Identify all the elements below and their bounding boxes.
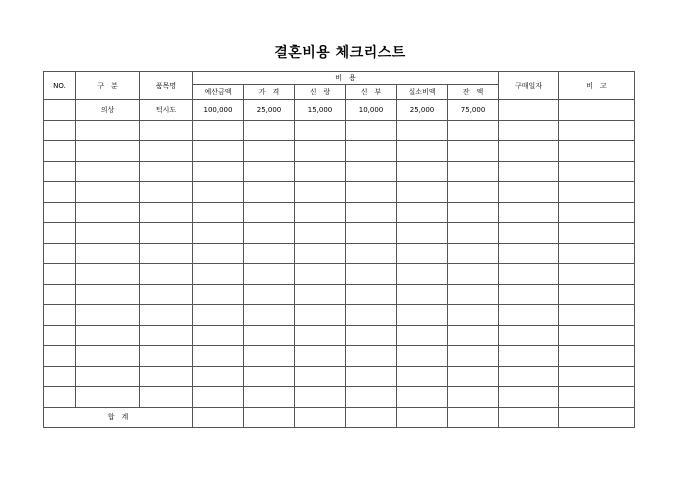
cell-actual[interactable] <box>397 305 448 326</box>
table-row <box>44 284 635 305</box>
total-row <box>44 407 635 428</box>
cell-actual[interactable] <box>397 202 448 223</box>
table-row <box>44 100 635 121</box>
cell-groom[interactable] <box>295 325 346 346</box>
header-category: 구 분 <box>76 72 140 100</box>
cell-bride[interactable] <box>346 141 397 162</box>
cell-note[interactable] <box>559 223 635 244</box>
cell-category[interactable] <box>76 305 140 326</box>
cell-item[interactable] <box>140 202 193 223</box>
cell-budget[interactable] <box>193 305 244 326</box>
cell-purchase-date[interactable] <box>499 120 559 141</box>
cell-category[interactable] <box>76 141 140 162</box>
cell-balance[interactable] <box>448 202 499 223</box>
cell-category[interactable] <box>76 366 140 387</box>
header-balance: 잔 액 <box>448 85 499 100</box>
cell-category[interactable] <box>76 161 140 182</box>
header-price: 가 격 <box>244 85 295 100</box>
cell-no[interactable] <box>44 182 76 203</box>
cell-no[interactable] <box>44 161 76 182</box>
table-row <box>44 141 635 162</box>
cell-price[interactable] <box>244 161 295 182</box>
cell-note[interactable] <box>559 202 635 223</box>
cell-category[interactable] <box>76 243 140 264</box>
cell-budget[interactable] <box>193 182 244 203</box>
cell-actual[interactable] <box>397 223 448 244</box>
cell-bride[interactable] <box>346 366 397 387</box>
cell-balance[interactable] <box>448 243 499 264</box>
cell-price[interactable] <box>244 182 295 203</box>
total-bride[interactable] <box>346 407 397 428</box>
cell-purchase-date[interactable] <box>499 223 559 244</box>
cell-note[interactable] <box>559 325 635 346</box>
cell-note[interactable] <box>559 141 635 162</box>
cell-bride[interactable] <box>346 161 397 182</box>
cell-price[interactable] <box>244 202 295 223</box>
cell-price[interactable] <box>244 325 295 346</box>
cell-no[interactable] <box>44 223 76 244</box>
cell-balance[interactable] <box>448 387 499 408</box>
total-budget[interactable] <box>193 407 244 428</box>
cell-category[interactable] <box>76 346 140 367</box>
table-row <box>44 305 635 326</box>
header-no: NO. <box>44 72 76 100</box>
cell-actual[interactable] <box>397 366 448 387</box>
cell-actual[interactable] <box>397 161 448 182</box>
cell-groom[interactable] <box>295 305 346 326</box>
cell-no[interactable] <box>44 325 76 346</box>
cell-balance[interactable] <box>448 161 499 182</box>
cell-category[interactable] <box>76 202 140 223</box>
cell-note[interactable] <box>559 120 635 141</box>
cell-category[interactable] <box>76 264 140 285</box>
cell-budget[interactable] <box>193 120 244 141</box>
table-row <box>44 366 635 387</box>
cell-groom[interactable] <box>295 141 346 162</box>
cell-balance[interactable] <box>448 264 499 285</box>
header-purchase-date: 구매일자 <box>499 72 559 100</box>
cell-groom[interactable] <box>295 366 346 387</box>
total-note[interactable] <box>559 407 635 428</box>
cell-item[interactable] <box>140 264 193 285</box>
cell-price[interactable] <box>244 387 295 408</box>
cell-purchase-date[interactable] <box>499 325 559 346</box>
total-balance[interactable] <box>448 407 499 428</box>
cell-budget[interactable] <box>193 161 244 182</box>
cell-actual[interactable] <box>397 243 448 264</box>
cell-bride[interactable] <box>346 202 397 223</box>
total-actual[interactable] <box>397 407 448 428</box>
cell-actual[interactable] <box>397 325 448 346</box>
total-label: 합 계 <box>44 407 193 428</box>
table-row <box>44 243 635 264</box>
cell-purchase-date[interactable] <box>499 100 559 121</box>
cell-bride[interactable] <box>346 120 397 141</box>
cell-price[interactable] <box>244 305 295 326</box>
cell-bride[interactable] <box>346 223 397 244</box>
cell-category[interactable] <box>76 284 140 305</box>
cell-bride[interactable] <box>346 182 397 203</box>
cell-category[interactable] <box>76 387 140 408</box>
cell-item[interactable] <box>140 141 193 162</box>
cell-note[interactable] <box>559 182 635 203</box>
cell-note[interactable] <box>559 346 635 367</box>
cell-no[interactable] <box>44 120 76 141</box>
cell-no[interactable] <box>44 284 76 305</box>
cell-purchase-date[interactable] <box>499 346 559 367</box>
cell-purchase-date[interactable] <box>499 264 559 285</box>
cell-price[interactable] <box>244 141 295 162</box>
cell-groom[interactable] <box>295 284 346 305</box>
cell-note[interactable] <box>559 366 635 387</box>
cell-price[interactable] <box>244 243 295 264</box>
cell-groom[interactable] <box>295 387 346 408</box>
cell-no[interactable] <box>44 387 76 408</box>
cell-item[interactable] <box>140 120 193 141</box>
header-item: 품목명 <box>140 72 193 100</box>
cell-actual[interactable] <box>397 182 448 203</box>
cell-purchase-date[interactable] <box>499 161 559 182</box>
cell-balance[interactable] <box>448 325 499 346</box>
cell-budget[interactable] <box>193 202 244 223</box>
cell-balance[interactable] <box>448 182 499 203</box>
cell-note[interactable] <box>559 243 635 264</box>
cell-category[interactable] <box>76 182 140 203</box>
cell-category[interactable] <box>76 325 140 346</box>
cell-budget[interactable] <box>193 284 244 305</box>
cell-purchase-date[interactable] <box>499 141 559 162</box>
cell-note[interactable] <box>559 161 635 182</box>
total-groom[interactable] <box>295 407 346 428</box>
cell-bride[interactable] <box>346 387 397 408</box>
cell-actual[interactable] <box>397 264 448 285</box>
checklist-table <box>43 71 635 428</box>
cell-note[interactable] <box>559 284 635 305</box>
cell-price[interactable] <box>244 120 295 141</box>
cell-purchase-date[interactable] <box>499 202 559 223</box>
cell-budget[interactable] <box>193 223 244 244</box>
cell-actual[interactable] <box>397 387 448 408</box>
cell-budget[interactable] <box>193 366 244 387</box>
total-price[interactable] <box>244 407 295 428</box>
cell-bride[interactable] <box>346 346 397 367</box>
cell-balance[interactable] <box>448 141 499 162</box>
cell-no[interactable] <box>44 141 76 162</box>
table-body <box>44 100 635 408</box>
cell-bride[interactable] <box>346 305 397 326</box>
table-row <box>44 120 635 141</box>
cell-purchase-date[interactable] <box>499 387 559 408</box>
cell-actual[interactable] <box>397 284 448 305</box>
cell-balance[interactable]: 75,000 <box>448 100 499 121</box>
cell-item[interactable] <box>140 325 193 346</box>
cell-item[interactable] <box>140 223 193 244</box>
cell-actual[interactable] <box>397 141 448 162</box>
cell-item[interactable] <box>140 305 193 326</box>
cell-no[interactable] <box>44 305 76 326</box>
cell-bride[interactable] <box>346 243 397 264</box>
cell-category[interactable]: 의상 <box>76 100 140 121</box>
cell-price[interactable]: 25,000 <box>244 100 295 121</box>
cell-groom[interactable] <box>295 161 346 182</box>
cell-budget[interactable] <box>193 141 244 162</box>
cell-balance[interactable] <box>448 223 499 244</box>
cell-budget[interactable] <box>193 346 244 367</box>
table-row <box>44 161 635 182</box>
table-row <box>44 223 635 244</box>
cell-actual[interactable] <box>397 346 448 367</box>
cell-category[interactable] <box>76 120 140 141</box>
cell-purchase-date[interactable] <box>499 284 559 305</box>
cell-purchase-date[interactable] <box>499 182 559 203</box>
cell-groom[interactable] <box>295 202 346 223</box>
header-bride: 신 부 <box>346 85 397 100</box>
cell-groom[interactable] <box>295 243 346 264</box>
header-groom: 신 랑 <box>295 85 346 100</box>
cell-bride[interactable] <box>346 264 397 285</box>
cell-budget[interactable] <box>193 243 244 264</box>
cell-item[interactable] <box>140 387 193 408</box>
cell-groom[interactable] <box>295 182 346 203</box>
cell-item[interactable] <box>140 243 193 264</box>
cell-note[interactable] <box>559 100 635 121</box>
page-title: 결혼비용 체크리스트 <box>274 45 406 61</box>
cell-item[interactable] <box>140 161 193 182</box>
cell-groom[interactable] <box>295 264 346 285</box>
cell-no[interactable] <box>44 202 76 223</box>
cell-balance[interactable] <box>448 346 499 367</box>
cell-bride[interactable] <box>346 284 397 305</box>
header-note: 비 고 <box>559 72 635 100</box>
cell-no[interactable] <box>44 100 76 121</box>
total-purchase-date[interactable] <box>499 407 559 428</box>
cell-no[interactable] <box>44 346 76 367</box>
header-cost-group: 비 용 <box>193 72 499 85</box>
cell-purchase-date[interactable] <box>499 366 559 387</box>
cell-purchase-date[interactable] <box>499 305 559 326</box>
cell-budget[interactable] <box>193 387 244 408</box>
cell-item[interactable]: 턱시도 <box>140 100 193 121</box>
cell-balance[interactable] <box>448 366 499 387</box>
cell-budget[interactable] <box>193 264 244 285</box>
cell-item[interactable] <box>140 182 193 203</box>
cell-note[interactable] <box>559 305 635 326</box>
cell-balance[interactable] <box>448 120 499 141</box>
cell-no[interactable] <box>44 243 76 264</box>
header-budget: 예산금액 <box>193 85 244 100</box>
cell-item[interactable] <box>140 346 193 367</box>
cell-price[interactable] <box>244 366 295 387</box>
cell-note[interactable] <box>559 387 635 408</box>
header-actual: 실소비액 <box>397 85 448 100</box>
cell-balance[interactable] <box>448 305 499 326</box>
table-row <box>44 264 635 285</box>
cell-actual[interactable]: 25,000 <box>397 100 448 121</box>
cell-groom[interactable]: 15,000 <box>295 100 346 121</box>
cell-groom[interactable] <box>295 346 346 367</box>
cell-bride[interactable]: 10,000 <box>346 100 397 121</box>
cell-price[interactable] <box>244 264 295 285</box>
cell-price[interactable] <box>244 223 295 244</box>
cell-actual[interactable] <box>397 120 448 141</box>
cell-price[interactable] <box>244 284 295 305</box>
cell-item[interactable] <box>140 284 193 305</box>
cell-balance[interactable] <box>448 284 499 305</box>
table-row <box>44 346 635 367</box>
cell-category[interactable] <box>76 223 140 244</box>
cell-purchase-date[interactable] <box>499 243 559 264</box>
cell-price[interactable] <box>244 346 295 367</box>
cell-item[interactable] <box>140 366 193 387</box>
table-row <box>44 202 635 223</box>
cell-budget[interactable]: 100,000 <box>193 100 244 121</box>
table-row <box>44 387 635 408</box>
cell-groom[interactable] <box>295 120 346 141</box>
cell-no[interactable] <box>44 366 76 387</box>
cell-budget[interactable] <box>193 325 244 346</box>
cell-groom[interactable] <box>295 223 346 244</box>
table-row <box>44 325 635 346</box>
cell-bride[interactable] <box>346 325 397 346</box>
cell-note[interactable] <box>559 264 635 285</box>
cell-no[interactable] <box>44 264 76 285</box>
table-row <box>44 182 635 203</box>
